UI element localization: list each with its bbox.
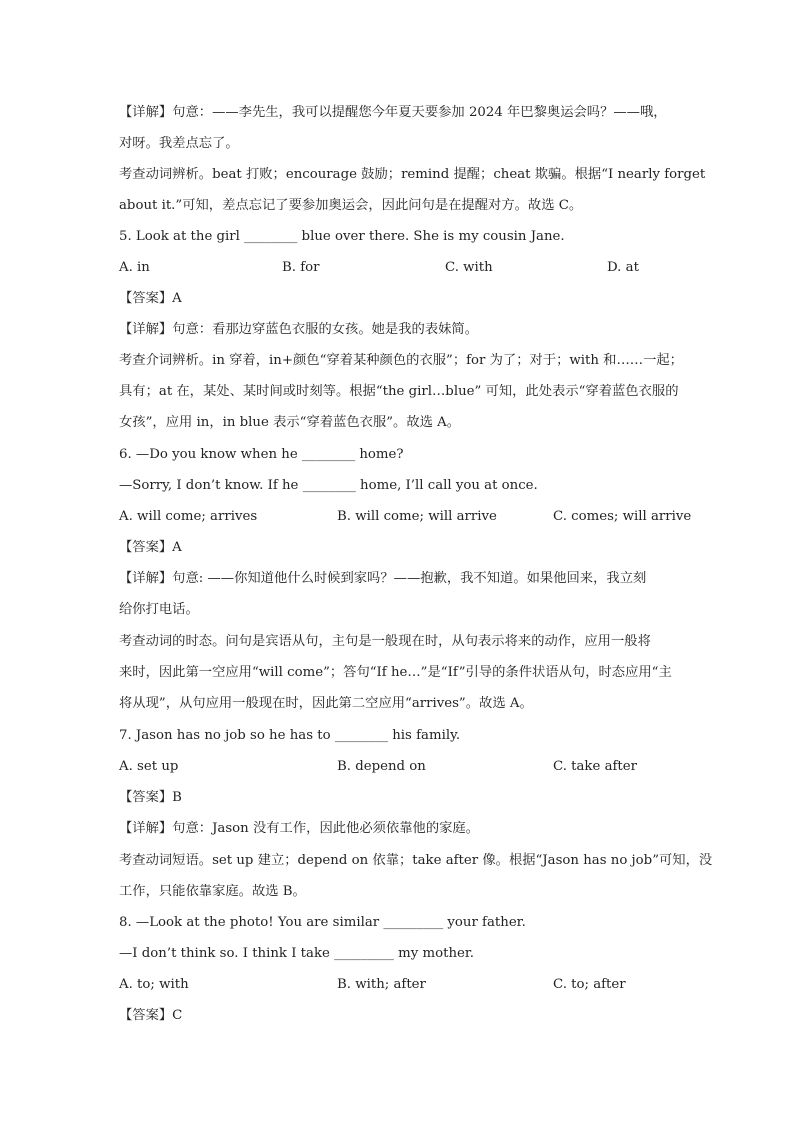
text-line: 将从现”，从句应用一般现在时，因此第二空应用“arrives”。故选 A。 [119, 696, 533, 711]
text-line: 女孩”，应用 in，in blue 表示“穿着蓝色衣服”。故选 A。 [119, 415, 461, 430]
q6-option-b: B. will come; will arrive [337, 509, 497, 524]
text-line: 对呀。我差点忘了。 [119, 136, 239, 151]
question-6: 6. —Do you know when he ________ home? [119, 447, 404, 462]
q7-option-a: A. set up [119, 759, 179, 774]
q6-option-a: A. will come; arrives [119, 509, 258, 524]
answer-8: 【答案】C [119, 1008, 183, 1023]
text-line: 工作，只能依靠家庭。故选 B。 [119, 884, 306, 899]
q8-option-a: A. to; with [119, 977, 189, 992]
q5-option-c: C. with [445, 260, 493, 275]
question-8: 8. —Look at the photo! You are similar _________ your father. [119, 915, 526, 930]
text-line: about it.”可知，差点忘记了要参加奥运会，因此问句是在提醒对方。故选 C。 [119, 198, 583, 213]
text-line: 考查介词辨析。in 穿着，in+颜色“穿着某种颜色的衣服”；for 为了；对于；with 和……一起； [119, 353, 683, 368]
text-line: —Sorry, I don’t know. If he ________ home, I’ll call you at once. [119, 478, 538, 493]
q6-option-c: C. comes; will arrive [553, 509, 692, 524]
text-line: 给你打电话。 [119, 602, 199, 617]
text-line: 【详解】句意: ——你知道他什么时候到家吗？——抱歉，我不知道。如果他回来，我立刻 [119, 571, 647, 586]
text-line: 考查动词短语。set up 建立；depend on 依靠；take after 像。根据“Jason has no job”可知，没 [119, 853, 713, 868]
q7-option-c: C. take after [553, 759, 637, 774]
q5-option-d: D. at [607, 260, 639, 275]
question-5: 5. Look at the girl ________ blue over there. She is my cousin Jane. [119, 229, 565, 244]
text-line: 【详解】句意：——李先生，我可以提醒您今年夏天要参加 2024 年巴黎奥运会吗？——哦， [119, 105, 667, 120]
text-line: 【详解】句意：Jason 没有工作，因此他必须依靠他的家庭。 [119, 821, 480, 836]
q8-option-b: B. with; after [337, 977, 426, 992]
text-line: —I don’t think so. I think I take _________ my mother. [119, 946, 475, 961]
q8-option-c: C. to; after [553, 977, 626, 992]
text-line: 具有；at 在，某处、某时间或时刻等。根据“the girl…blue” 可知，此处表示“穿着蓝色衣服的 [119, 384, 679, 399]
text-line: 来时，因此第一空应用“will come”；答句“If he…”是“If”引导的条件状语从句，时态应用“主 [119, 665, 672, 680]
text-line: 【详解】句意：看那边穿蓝色衣服的女孩。她是我的表妹简。 [119, 322, 479, 337]
answer-7: 【答案】B [119, 790, 182, 805]
text-line: 考查动词的时态。问句是宾语从句，主句是一般现在时，从句表示将来的动作，应用一般将 [119, 634, 651, 649]
text-line: 考查动词辨析。beat 打败；encourage 鼓励；remind 提醒；cheat 欺骗。根据“I nearly forget [119, 167, 706, 182]
q5-option-a: A. in [119, 260, 150, 275]
q7-option-b: B. depend on [337, 759, 426, 774]
answer-5: 【答案】A [119, 291, 182, 306]
q5-option-b: B. for [282, 260, 320, 275]
answer-6: 【答案】A [119, 540, 182, 555]
question-7: 7. Jason has no job so he has to ________ his family. [119, 728, 461, 743]
